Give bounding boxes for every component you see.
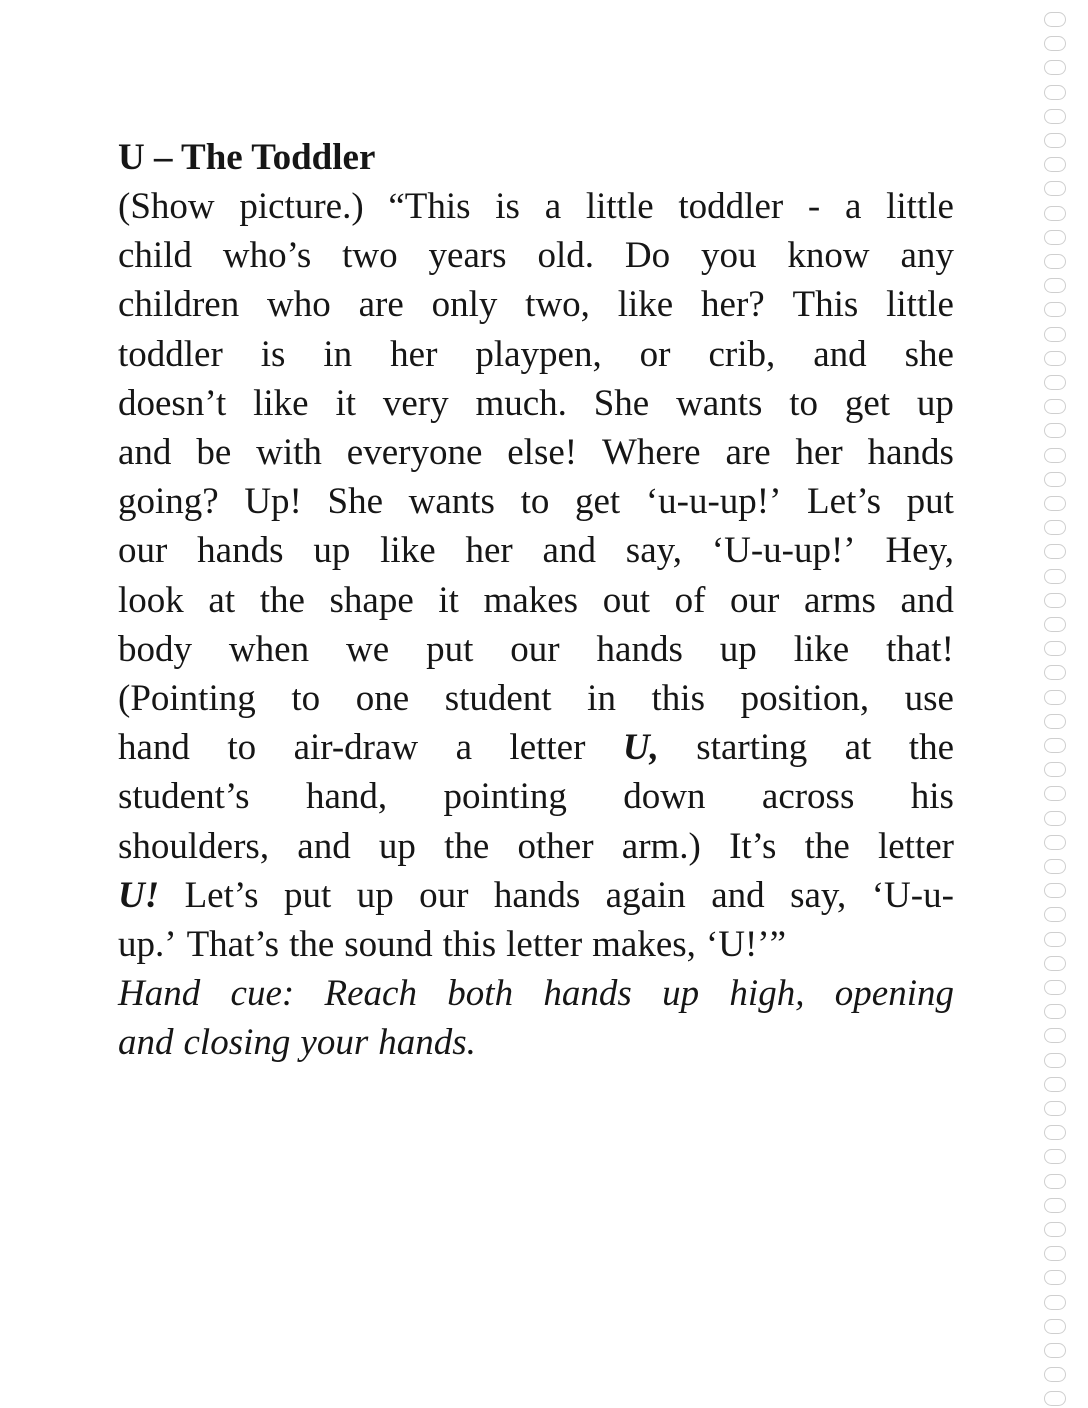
- word: hands: [867, 432, 954, 474]
- body-line: [118, 625, 954, 674]
- binding-hole: [1044, 569, 1066, 584]
- word: and: [542, 530, 596, 572]
- word: her?: [701, 284, 765, 326]
- word: that!: [886, 628, 954, 670]
- word: hand,: [305, 776, 388, 818]
- binding-hole: [1044, 641, 1066, 656]
- word: cue:: [230, 973, 295, 1015]
- word: up: [378, 825, 416, 867]
- word: U,: [622, 727, 659, 769]
- word: going?: [118, 481, 219, 523]
- word: with: [256, 432, 322, 474]
- hand-cue-line: [118, 1018, 954, 1067]
- word: toddler: [118, 333, 223, 375]
- binding-hole: [1044, 1295, 1066, 1310]
- word: and: [118, 1022, 174, 1064]
- word: who’s: [222, 235, 312, 277]
- lesson-heading: U – The Toddler: [118, 137, 376, 178]
- word: to: [227, 727, 257, 769]
- binding-hole: [1044, 278, 1066, 293]
- word: letter: [509, 727, 586, 769]
- word: Do: [624, 235, 671, 277]
- word: arms: [803, 579, 876, 621]
- word: down: [623, 776, 706, 818]
- word: any: [900, 235, 954, 277]
- word: wants: [408, 481, 495, 523]
- word: she: [904, 333, 954, 375]
- hand-cue: [118, 969, 954, 1067]
- word: say,: [790, 874, 847, 916]
- word: U!: [118, 874, 160, 916]
- word: years: [428, 235, 507, 277]
- word: are: [358, 284, 404, 326]
- word: are: [725, 432, 771, 474]
- word: Reach: [324, 973, 417, 1015]
- body-line: [118, 772, 954, 821]
- binding-hole: [1044, 1391, 1066, 1406]
- word: again: [605, 874, 686, 916]
- word: our: [730, 579, 780, 621]
- binding-hole: [1044, 36, 1066, 51]
- word: air-draw: [293, 727, 419, 769]
- binding-hole: [1044, 883, 1066, 898]
- word: like: [380, 530, 436, 572]
- word: two: [342, 235, 398, 277]
- word: get: [574, 481, 621, 523]
- word: makes,: [592, 924, 696, 966]
- word: up: [356, 874, 394, 916]
- word: high,: [729, 973, 805, 1015]
- body-line: [118, 723, 954, 772]
- body-line: [118, 526, 954, 575]
- binding-hole: [1044, 85, 1066, 100]
- word: this: [651, 678, 705, 720]
- word: (Show: [118, 186, 215, 227]
- binding-hole: [1044, 593, 1066, 608]
- word: Let’s: [184, 874, 259, 916]
- word: and: [900, 579, 954, 621]
- binding-hole: [1044, 520, 1066, 535]
- binding-hole: [1044, 762, 1066, 777]
- word: else!: [507, 432, 578, 474]
- binding-hole: [1044, 60, 1066, 75]
- word: children: [118, 284, 240, 326]
- word: up: [916, 382, 954, 424]
- binding-hole: [1044, 1222, 1066, 1237]
- binding-hole: [1044, 1125, 1066, 1140]
- word: both: [447, 973, 514, 1015]
- body-line: [118, 477, 954, 526]
- word: the: [908, 727, 954, 769]
- word: our: [118, 530, 168, 572]
- word: up: [719, 628, 757, 670]
- binding-hole: [1044, 956, 1066, 971]
- binding-hole: [1044, 786, 1066, 801]
- word: or: [639, 333, 671, 375]
- word: toddler: [678, 186, 784, 227]
- word: the: [289, 924, 335, 966]
- word: the: [444, 825, 490, 867]
- binding-hole: [1044, 448, 1066, 463]
- word: this: [442, 924, 497, 966]
- binding-hole: [1044, 1174, 1066, 1189]
- word: know: [787, 235, 870, 277]
- binding-hole: [1044, 690, 1066, 705]
- binding-hole: [1044, 423, 1066, 438]
- hand-cue-line: [118, 969, 954, 1018]
- word: who: [267, 284, 331, 326]
- binding-hole: [1044, 109, 1066, 124]
- word: when: [228, 628, 310, 670]
- binding-hole: [1044, 932, 1066, 947]
- word: you: [700, 235, 757, 277]
- binding-hole: [1044, 665, 1066, 680]
- word: a: [544, 186, 562, 227]
- word: This: [792, 284, 859, 326]
- body-line: [118, 428, 954, 477]
- binding-holes: [1040, 0, 1074, 1408]
- word: ‘u-u-up!’: [645, 481, 782, 523]
- binding-hole: [1044, 157, 1066, 172]
- word: closing: [183, 1022, 291, 1064]
- word: up: [313, 530, 351, 572]
- binding-hole: [1044, 859, 1066, 874]
- word: She: [327, 481, 383, 523]
- binding-hole: [1044, 1319, 1066, 1334]
- word: like: [253, 382, 309, 424]
- word: only: [431, 284, 498, 326]
- word: other: [517, 825, 594, 867]
- body-line: [118, 920, 954, 969]
- word: look: [118, 579, 184, 621]
- body-line: [118, 330, 954, 379]
- word: put: [426, 628, 474, 670]
- word: Let’s: [807, 481, 882, 523]
- binding-hole: [1044, 1077, 1066, 1092]
- word: hands: [493, 874, 581, 916]
- lesson-body: [118, 182, 954, 969]
- word: position,: [740, 678, 870, 720]
- word: hands: [543, 973, 632, 1015]
- binding-hole: [1044, 1101, 1066, 1116]
- body-line: [118, 379, 954, 428]
- word: wants: [676, 382, 763, 424]
- binding-hole: [1044, 811, 1066, 826]
- word: her: [795, 432, 843, 474]
- word: much.: [475, 382, 567, 424]
- word: She: [593, 382, 650, 424]
- word: across: [761, 776, 855, 818]
- word: and: [711, 874, 765, 916]
- word: hands: [596, 628, 683, 670]
- lesson-content: [118, 134, 954, 1068]
- word: put: [906, 481, 954, 523]
- word: your: [300, 1022, 369, 1064]
- word: ‘U!’”: [705, 924, 787, 966]
- binding-hole: [1044, 230, 1066, 245]
- word: Up!: [244, 481, 302, 523]
- binding-hole: [1044, 1053, 1066, 1068]
- binding-hole: [1044, 907, 1066, 922]
- binding-hole: [1044, 133, 1066, 148]
- word: and: [813, 333, 867, 375]
- binding-hole: [1044, 1149, 1066, 1164]
- word: makes: [483, 579, 579, 621]
- word: letter: [877, 825, 954, 867]
- word: our: [419, 874, 469, 916]
- word: his: [910, 776, 954, 818]
- binding-hole: [1044, 1004, 1066, 1019]
- binding-hole: [1044, 12, 1066, 27]
- binding-hole: [1044, 980, 1066, 995]
- word: -: [807, 186, 821, 227]
- word: get: [844, 382, 891, 424]
- word: ‘U-u-: [871, 874, 954, 916]
- body-line: [118, 871, 954, 920]
- word: up.’: [118, 924, 177, 966]
- word: out: [602, 579, 650, 621]
- binding-hole: [1044, 254, 1066, 269]
- binding-hole: [1044, 738, 1066, 753]
- word: we: [346, 628, 390, 670]
- word: of: [674, 579, 706, 621]
- word: “This: [388, 186, 471, 227]
- word: use: [904, 678, 954, 720]
- word: little: [886, 186, 954, 227]
- word: is: [260, 333, 286, 375]
- word: (Pointing: [118, 678, 256, 720]
- word: be: [196, 432, 232, 474]
- binding-hole: [1044, 835, 1066, 850]
- word: hand: [118, 727, 190, 769]
- word: our: [510, 628, 560, 670]
- word: in: [323, 333, 353, 375]
- body-line: [118, 231, 954, 280]
- word: two,: [525, 284, 590, 326]
- binding-hole: [1044, 544, 1066, 559]
- word: ‘U-u-up!’: [711, 530, 856, 572]
- binding-hole: [1044, 472, 1066, 487]
- binding-hole: [1044, 1198, 1066, 1213]
- word: to: [291, 678, 321, 720]
- word: a: [844, 186, 862, 227]
- word: little: [886, 284, 954, 326]
- word: the: [259, 579, 305, 621]
- word: Hand: [118, 973, 201, 1015]
- word: and: [297, 825, 351, 867]
- word: student: [444, 678, 552, 720]
- word: very: [382, 382, 449, 424]
- binding-hole: [1044, 327, 1066, 342]
- word: playpen,: [475, 333, 602, 375]
- binding-hole: [1044, 714, 1066, 729]
- word: hands.: [378, 1022, 476, 1064]
- word: put: [283, 874, 332, 916]
- binding-hole: [1044, 1028, 1066, 1043]
- word: sound: [344, 924, 433, 966]
- body-line: [118, 576, 954, 625]
- word: like: [793, 628, 850, 670]
- binding-hole: [1044, 351, 1066, 366]
- word: one: [355, 678, 410, 720]
- binding-hole: [1044, 206, 1066, 221]
- binding-hole: [1044, 375, 1066, 390]
- word: her: [390, 333, 438, 375]
- word: say,: [625, 530, 682, 572]
- binding-hole: [1044, 302, 1066, 317]
- body-line: [118, 674, 954, 723]
- word: That’s: [186, 924, 280, 966]
- word: doesn’t: [118, 382, 227, 424]
- word: pointing: [443, 776, 567, 818]
- body-line: [118, 280, 954, 329]
- word: arm.): [621, 825, 701, 867]
- word: hands: [197, 530, 284, 572]
- word: a: [455, 727, 472, 769]
- binding-hole: [1044, 1270, 1066, 1285]
- word: up: [662, 973, 700, 1015]
- body-line: [118, 182, 954, 231]
- word: child: [118, 235, 192, 277]
- word: picture.): [239, 186, 364, 227]
- word: the: [804, 825, 850, 867]
- body-line: [118, 822, 954, 871]
- word: body: [118, 628, 192, 670]
- word: to: [520, 481, 550, 523]
- word: and: [118, 432, 172, 474]
- word: in: [587, 678, 616, 720]
- binding-hole: [1044, 496, 1066, 511]
- binding-hole: [1044, 617, 1066, 632]
- word: everyone: [346, 432, 483, 474]
- word: shoulders,: [118, 825, 270, 867]
- binding-hole: [1044, 1343, 1066, 1358]
- word: shape: [329, 579, 414, 621]
- binding-hole: [1044, 181, 1066, 196]
- word: is: [495, 186, 520, 227]
- word: student’s: [118, 776, 250, 818]
- binding-hole: [1044, 1246, 1066, 1261]
- word: it: [438, 579, 459, 621]
- word: It’s: [729, 825, 777, 867]
- word: starting: [696, 727, 808, 769]
- word: little: [585, 186, 654, 227]
- word: letter: [506, 924, 583, 966]
- word: like: [617, 284, 674, 326]
- word: old.: [537, 235, 594, 277]
- word: opening: [834, 973, 954, 1015]
- word: it: [335, 382, 356, 424]
- word: Hey,: [885, 530, 954, 572]
- word: at: [208, 579, 236, 621]
- word: at: [844, 727, 872, 769]
- word: to: [789, 382, 819, 424]
- binding-hole: [1044, 399, 1066, 414]
- word: crib,: [708, 333, 776, 375]
- word: Where: [601, 432, 701, 474]
- word: her: [465, 530, 513, 572]
- binding-hole: [1044, 1367, 1066, 1382]
